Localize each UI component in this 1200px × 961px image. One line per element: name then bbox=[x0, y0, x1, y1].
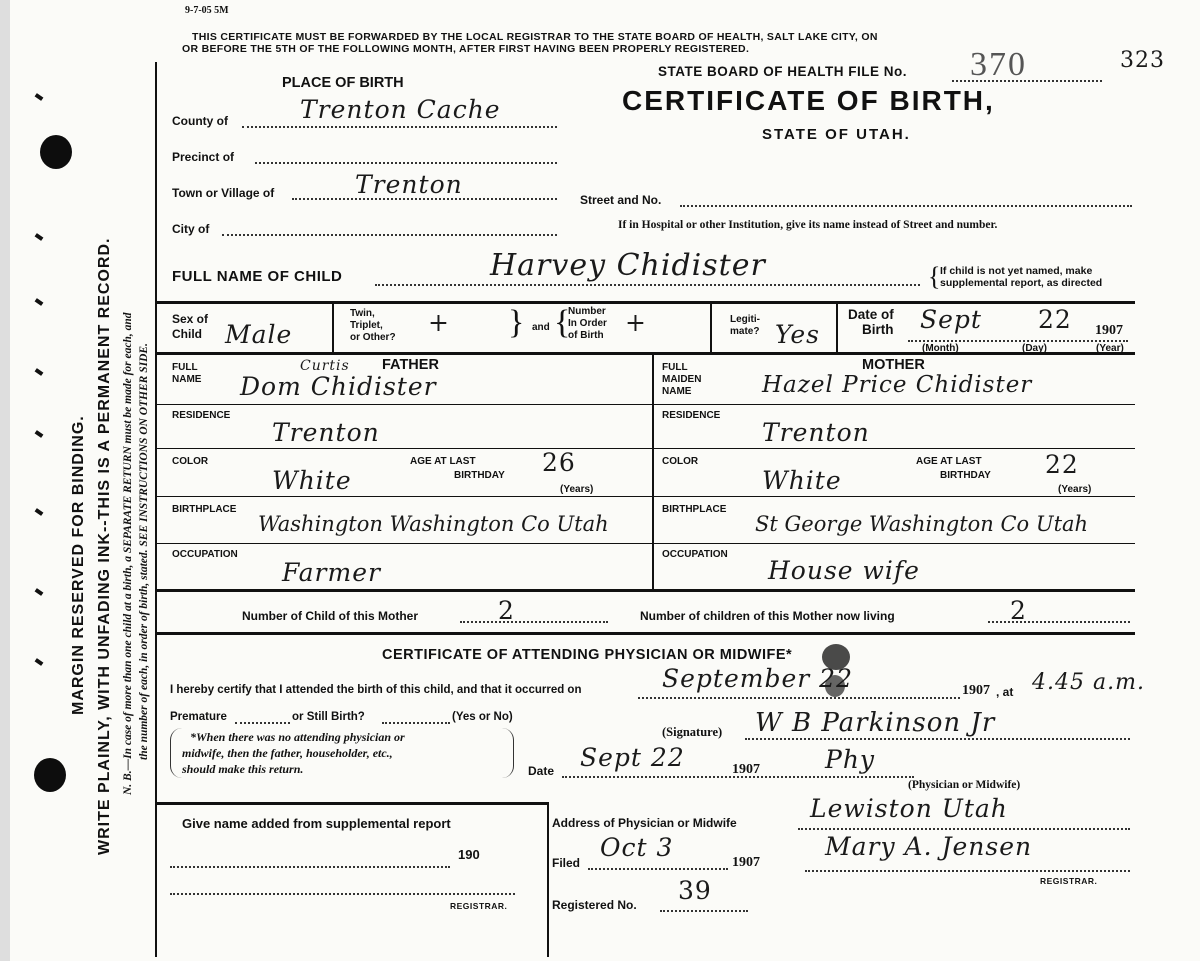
twin-brace: } bbox=[508, 304, 525, 341]
margin-mark bbox=[35, 658, 44, 666]
dob-col-div bbox=[836, 303, 838, 352]
mother-birthplace-value: St George Washington Co Utah bbox=[755, 512, 1089, 536]
certify-text: I hereby certify that I attended the birth of this child, and that it occurred on bbox=[170, 684, 582, 696]
margin-mark bbox=[35, 368, 44, 376]
filed-value: Oct 3 bbox=[600, 833, 674, 862]
registered-line bbox=[660, 910, 748, 912]
parents-row-1 bbox=[155, 404, 1135, 405]
father-years-caption: (Years) bbox=[560, 484, 594, 495]
file-number-label: STATE BOARD OF HEALTH FILE No. bbox=[658, 64, 907, 79]
child-number-value: 2 bbox=[498, 596, 515, 625]
mother-age-label-1: AGE AT LAST bbox=[916, 456, 982, 467]
registered-value: 39 bbox=[678, 876, 712, 905]
supplemental-line-2 bbox=[170, 893, 515, 895]
city-line bbox=[222, 234, 557, 236]
registrar-line bbox=[805, 870, 1130, 872]
number-label-3: of Birth bbox=[568, 330, 604, 341]
county-line bbox=[242, 126, 557, 128]
mother-birthplace-label: BIRTHPLACE bbox=[662, 504, 727, 515]
county-label: County of bbox=[172, 114, 228, 128]
mother-residence-value: Trenton bbox=[762, 418, 870, 447]
father-name-label: NAME bbox=[172, 374, 202, 385]
physician-date-label: Date bbox=[528, 764, 555, 778]
father-residence-value: Trenton bbox=[272, 418, 380, 447]
signature-label: (Signature) bbox=[662, 725, 723, 739]
punch-hole-bottom bbox=[34, 758, 66, 792]
birth-certificate-page bbox=[10, 0, 1200, 961]
parents-divider bbox=[652, 354, 654, 589]
and-label: and bbox=[532, 322, 550, 333]
parents-row-4 bbox=[155, 543, 1135, 544]
town-value: Trenton bbox=[355, 170, 463, 199]
supplemental-year: 190 bbox=[458, 847, 480, 862]
hospital-note: If in Hospital or other Institution, give its name instead of Street and number. bbox=[618, 219, 998, 231]
parents-bottom bbox=[155, 589, 1135, 592]
father-occupation-label: OCCUPATION bbox=[172, 549, 238, 560]
note-line-3: should make this return. bbox=[182, 762, 304, 776]
twin-label-1: Twin, bbox=[350, 308, 375, 319]
father-name-note: Curtis bbox=[300, 358, 350, 374]
occurred-time-value: 4.45 a.m. bbox=[1032, 670, 1145, 695]
corner-number: 323 bbox=[1120, 48, 1165, 73]
physician-date-value: Sept 22 bbox=[580, 743, 685, 772]
legitimate-label-1: Legiti- bbox=[730, 314, 760, 325]
yes-no-label: (Yes or No) bbox=[452, 711, 513, 723]
header-notice-1: THIS CERTIFICATE MUST BE FORWARDED BY THE LOCAL REGISTRAR TO THE STATE BOARD OF HEALTH, SALT LAKE CITY, ON bbox=[192, 31, 878, 43]
physician-section-bottom bbox=[155, 802, 547, 805]
mother-name-value: Hazel Price Chidister bbox=[762, 372, 1033, 398]
filed-label: Filed bbox=[552, 856, 581, 870]
mother-maiden-label: MAIDEN bbox=[662, 374, 702, 385]
dob-line bbox=[908, 340, 1128, 342]
mother-occupation-value: House wife bbox=[768, 556, 920, 585]
dob-month-value: Sept bbox=[920, 305, 982, 334]
registered-label: Registered No. bbox=[552, 898, 637, 912]
registrar-signature: Mary A. Jensen bbox=[825, 832, 1033, 861]
margin-nb-note-2: the number of each, in order of birth, stated. SEE INSTRUCTIONS ON OTHER SIDE. bbox=[138, 343, 150, 760]
father-age-value: 26 bbox=[542, 448, 576, 477]
state-title: STATE OF UTAH. bbox=[762, 126, 911, 143]
twin-label-2: Triplet, bbox=[350, 320, 383, 331]
street-label: Street and No. bbox=[580, 193, 662, 207]
street-line bbox=[680, 205, 1132, 207]
margin-binding-notice: MARGIN RESERVED FOR BINDING. bbox=[70, 415, 87, 715]
margin-mark bbox=[35, 508, 44, 516]
physician-title-value: Phy bbox=[825, 745, 876, 774]
punch-hole-top bbox=[40, 135, 72, 169]
living-children-value: 2 bbox=[1010, 596, 1027, 625]
father-color-value: White bbox=[272, 466, 352, 495]
dob-day-value: 22 bbox=[1038, 305, 1072, 334]
father-heading: FATHER bbox=[382, 357, 439, 373]
number-brace: { bbox=[554, 304, 571, 341]
place-of-birth-heading: PLACE OF BIRTH bbox=[282, 75, 404, 91]
legitimate-value: Yes bbox=[775, 320, 820, 349]
not-named-brace: { bbox=[928, 262, 941, 291]
father-color-label: COLOR bbox=[172, 456, 209, 467]
not-named-note-1: If child is not yet named, make bbox=[940, 265, 1093, 277]
child-name-line bbox=[375, 284, 920, 286]
child-number-line bbox=[460, 621, 608, 623]
not-named-note-2: supplemental report, as directed bbox=[940, 277, 1103, 289]
number-label-1: Number bbox=[568, 306, 606, 317]
supplemental-divider bbox=[547, 802, 549, 957]
mother-age-value: 22 bbox=[1045, 450, 1079, 479]
sex-col-div bbox=[332, 303, 334, 352]
sex-label-2: Child bbox=[172, 327, 202, 341]
living-children-label: Number of children of this Mother now living bbox=[640, 609, 895, 623]
signature-value: W B Parkinson Jr bbox=[755, 708, 996, 738]
note-line-1: *When there was no attending physician or bbox=[190, 730, 405, 744]
occurred-at-label: , at bbox=[996, 685, 1014, 699]
number-value: + bbox=[625, 308, 647, 337]
certificate-title: CERTIFICATE OF BIRTH, bbox=[622, 85, 995, 116]
father-full-label: FULL bbox=[172, 362, 198, 373]
dob-label-1: Date of bbox=[848, 307, 894, 322]
child-number-label: Number of Child of this Mother bbox=[242, 609, 418, 623]
supplemental-label: Give name added from supplemental report bbox=[182, 816, 451, 831]
legitimate-label-2: mate? bbox=[730, 326, 760, 337]
physician-date-year: 1907 bbox=[732, 762, 760, 777]
still-birth-line bbox=[382, 722, 450, 724]
mother-full-label: FULL bbox=[662, 362, 688, 373]
town-label: Town or Village of bbox=[172, 186, 275, 200]
mother-name-label: NAME bbox=[662, 386, 692, 397]
number-label-2: In Order bbox=[568, 318, 607, 329]
address-label: Address of Physician or Midwife bbox=[552, 816, 737, 830]
filed-line bbox=[588, 868, 728, 870]
mother-color-label: COLOR bbox=[662, 456, 699, 467]
precinct-label: Precinct of bbox=[172, 150, 235, 164]
premature-label: Premature bbox=[170, 711, 227, 723]
sex-label-1: Sex of bbox=[172, 312, 209, 326]
twin-label-3: or Other? bbox=[350, 332, 396, 343]
mother-heading: MOTHER bbox=[862, 357, 925, 373]
header-notice-2: OR BEFORE THE 5TH OF THE FOLLOWING MONTH, AFTER FIRST HAVING BEEN PROPERLY REGISTERED. bbox=[182, 43, 750, 55]
mother-occupation-label: OCCUPATION bbox=[662, 549, 728, 560]
mother-years-caption: (Years) bbox=[1058, 484, 1092, 495]
sex-value: Male bbox=[225, 320, 293, 349]
occurred-date-value: September 22 bbox=[662, 664, 853, 693]
dob-year-value: 1907 bbox=[1095, 323, 1123, 338]
father-occupation-value: Farmer bbox=[282, 558, 381, 587]
city-label: City of bbox=[172, 222, 210, 236]
form-code: 9-7-05 5M bbox=[185, 5, 229, 16]
father-age-label-2: BIRTHDAY bbox=[454, 470, 505, 481]
margin-mark bbox=[35, 298, 44, 306]
dob-month-caption: (Month) bbox=[922, 343, 959, 354]
mother-color-value: White bbox=[762, 466, 842, 495]
occurred-year-value: 1907 bbox=[962, 683, 990, 698]
parents-row-2 bbox=[155, 448, 1135, 449]
mother-residence-label: RESIDENCE bbox=[662, 410, 721, 421]
occurred-date-line bbox=[638, 697, 960, 699]
counts-bottom bbox=[155, 632, 1135, 635]
filed-year: 1907 bbox=[732, 855, 760, 870]
note-line-2: midwife, then the father, householder, etc., bbox=[182, 746, 393, 760]
premature-line bbox=[235, 722, 290, 724]
county-value: Trenton Cache bbox=[300, 95, 501, 124]
still-birth-label: or Still Birth? bbox=[292, 711, 365, 723]
sex-row-bottom bbox=[155, 352, 1135, 355]
number-col-div bbox=[710, 303, 712, 352]
physician-or-midwife-label: (Physician or Midwife) bbox=[908, 779, 1021, 791]
signature-line bbox=[745, 738, 1130, 740]
father-birthplace-label: BIRTHPLACE bbox=[172, 504, 237, 515]
dob-year-caption: (Year) bbox=[1096, 343, 1124, 354]
father-name-value: Dom Chidister bbox=[240, 372, 437, 401]
precinct-line bbox=[255, 162, 557, 164]
mother-age-label-2: BIRTHDAY bbox=[940, 470, 991, 481]
dob-day-caption: (Day) bbox=[1022, 343, 1048, 354]
file-number-value: 370 bbox=[970, 46, 1027, 83]
child-full-name-label: FULL NAME OF CHILD bbox=[172, 268, 343, 285]
supplemental-registrar-label: REGISTRAR. bbox=[450, 901, 508, 911]
twin-value: + bbox=[428, 308, 450, 337]
address-value: Lewiston Utah bbox=[810, 794, 1008, 823]
father-residence-label: RESIDENCE bbox=[172, 410, 231, 421]
parents-row-3 bbox=[155, 496, 1135, 497]
father-age-label-1: AGE AT LAST bbox=[410, 456, 476, 467]
margin-nb-note-1: N. B.—In case of more than one child at a birth, a SEPARATE RETURN must be made for each, and bbox=[122, 312, 134, 795]
address-line bbox=[798, 828, 1130, 830]
dob-label-2: Birth bbox=[862, 322, 894, 337]
father-birthplace-value: Washington Washington Co Utah bbox=[258, 512, 609, 536]
physician-heading: CERTIFICATE OF ATTENDING PHYSICIAN OR MIDWIFE* bbox=[382, 647, 793, 663]
registrar-label: REGISTRAR. bbox=[1040, 876, 1098, 886]
margin-mark bbox=[35, 430, 44, 438]
sex-row-top bbox=[155, 301, 1135, 304]
margin-mark bbox=[35, 233, 44, 241]
child-full-name-value: Harvey Chidister bbox=[490, 248, 766, 283]
margin-mark bbox=[35, 588, 44, 596]
frame-left-line bbox=[155, 62, 157, 957]
supplemental-line-1 bbox=[170, 866, 450, 868]
margin-permanent-record-notice: WRITE PLAINLY, WITH UNFADING INK--THIS IS A PERMANENT RECORD. bbox=[96, 237, 113, 855]
margin-mark bbox=[35, 93, 44, 101]
